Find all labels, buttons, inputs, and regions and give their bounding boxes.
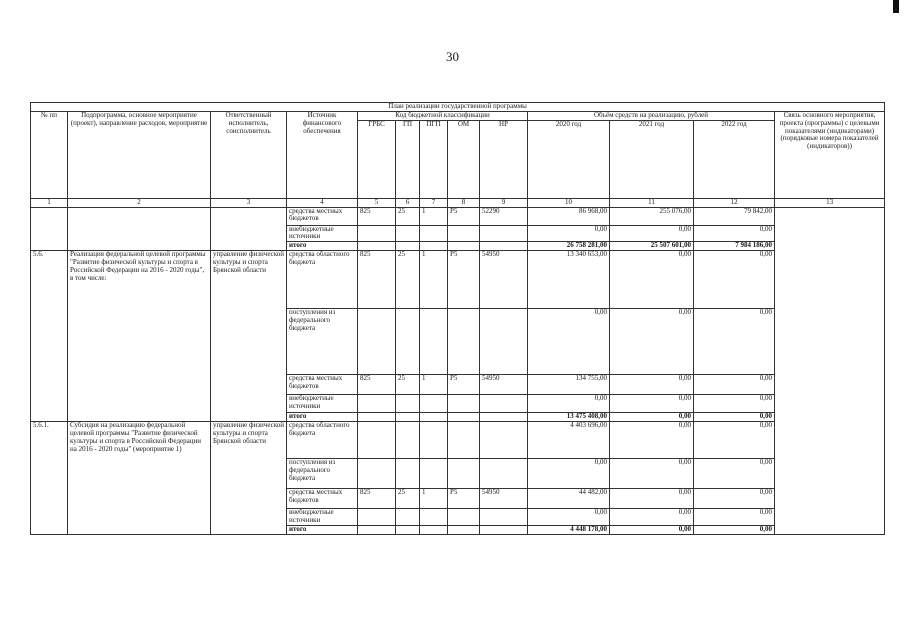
pgp-cell: 1: [420, 207, 448, 225]
amount-2021-cell: 0,00: [610, 509, 694, 526]
amount-2020-cell: 0,00: [528, 509, 610, 526]
om-cell: [448, 395, 480, 413]
pgp-cell: [420, 309, 448, 375]
amount-2022-cell: 79 842,00: [694, 207, 775, 225]
np-cell: [480, 395, 528, 413]
om-cell: [448, 422, 480, 459]
grbs-cell: 825: [358, 207, 396, 225]
gp-cell: [396, 395, 420, 413]
column-number: 13: [775, 198, 885, 207]
np-cell: [480, 509, 528, 526]
amount-2020-cell: 0,00: [528, 225, 610, 242]
grbs-cell: [358, 413, 396, 422]
page-number: 30: [446, 49, 459, 64]
column-number: 1: [31, 198, 68, 207]
amount-2021-cell: 0,00: [610, 251, 694, 309]
column-number: 3: [211, 198, 287, 207]
amount-2022-cell: 0,00: [694, 251, 775, 309]
pgp-cell: [420, 526, 448, 535]
source-cell: поступления из федерального бюджета: [287, 459, 358, 489]
grbs-cell: 825: [358, 251, 396, 309]
plan-table-body: [31, 207, 885, 534]
amount-2020-cell: 134 755,00: [528, 375, 610, 395]
om-cell: [448, 509, 480, 526]
column-number: 4: [287, 198, 358, 207]
source-cell: средства местных бюджетов: [287, 207, 358, 225]
table-row: [31, 207, 885, 225]
executor-cell: управление физической культуры и спорта Брянской области: [211, 251, 287, 422]
np-cell: [480, 242, 528, 251]
amount-2022-cell: 0,00: [694, 395, 775, 413]
link-cell: [775, 207, 885, 534]
header-2022: 2022 год: [694, 120, 775, 198]
amount-2021-cell: 255 076,00: [610, 207, 694, 225]
amount-2022-cell: 0,00: [694, 309, 775, 375]
om-cell: P5: [448, 251, 480, 309]
om-cell: [448, 413, 480, 422]
grbs-cell: 825: [358, 489, 396, 509]
item-name-cell: Реализация федеральной целевой программы "Развитие физической культуры и спорта в Российской Федерации на 2016 - 2020 годы", в том числе:: [68, 251, 211, 422]
np-cell: [480, 526, 528, 535]
pgp-cell: [420, 413, 448, 422]
table-caption: План реализации государственной программы: [31, 103, 885, 112]
gp-cell: [396, 509, 420, 526]
header-2020: 2020 год: [528, 120, 610, 198]
amount-2020-cell: 4 448 178,00: [528, 526, 610, 535]
gp-cell: [396, 242, 420, 251]
np-cell: [480, 225, 528, 242]
amount-2021-cell: 0,00: [610, 413, 694, 422]
np-cell: [480, 413, 528, 422]
pgp-cell: [420, 422, 448, 459]
pgp-cell: 1: [420, 251, 448, 309]
column-number: 12: [694, 198, 775, 207]
plan-table: [30, 102, 885, 535]
item-number-cell: 5.6.1.: [31, 422, 68, 535]
np-cell: [480, 459, 528, 489]
amount-2021-cell: 0,00: [610, 526, 694, 535]
source-cell: итого: [287, 413, 358, 422]
header-subprogram: Подпрограмма, основное мероприятие (проект), направление расходов, мероприятие: [68, 112, 211, 199]
header-budget-code: Код бюджетной классификации: [358, 112, 528, 121]
source-cell: итого: [287, 242, 358, 251]
pgp-cell: [420, 509, 448, 526]
grbs-cell: 825: [358, 375, 396, 395]
pgp-cell: 1: [420, 489, 448, 509]
amount-2021-cell: 0,00: [610, 309, 694, 375]
grbs-cell: [358, 395, 396, 413]
amount-2022-cell: 0,00: [694, 489, 775, 509]
grbs-cell: [358, 459, 396, 489]
grbs-cell: [358, 309, 396, 375]
item-number-cell: 5.6.: [31, 251, 68, 422]
gp-cell: [396, 413, 420, 422]
gp-cell: [396, 225, 420, 242]
table-row: [31, 422, 885, 459]
column-number: 11: [610, 198, 694, 207]
header-om: ОМ: [448, 120, 480, 198]
amount-2022-cell: 0,00: [694, 526, 775, 535]
header-no: № пп: [31, 112, 68, 199]
gp-cell: 25: [396, 489, 420, 509]
np-cell: 54950: [480, 375, 528, 395]
pgp-cell: 1: [420, 375, 448, 395]
source-cell: внебюджетные источники: [287, 509, 358, 526]
header-link: Связь основного мероприятия, проекта (программы) с целевыми показателями (индикаторами) (порядковые номера показателей (индикаторов)): [775, 112, 885, 199]
np-cell: 54950: [480, 251, 528, 309]
grbs-cell: [358, 422, 396, 459]
pgp-cell: [420, 242, 448, 251]
pgp-cell: [420, 459, 448, 489]
amount-2022-cell: 0,00: [694, 422, 775, 459]
header-2021: 2021 год: [610, 120, 694, 198]
amount-2021-cell: 0,00: [610, 375, 694, 395]
column-number: 5: [358, 198, 396, 207]
amount-2020-cell: 4 403 696,00: [528, 422, 610, 459]
amount-2022-cell: 0,00: [694, 225, 775, 242]
source-cell: средства местных бюджетов: [287, 375, 358, 395]
header-grbs: ГРБС: [358, 120, 396, 198]
grbs-cell: [358, 242, 396, 251]
amount-2021-cell: 0,00: [610, 422, 694, 459]
table-row: [31, 251, 885, 309]
om-cell: P5: [448, 207, 480, 225]
amount-2021-cell: 25 507 601,00: [610, 242, 694, 251]
column-number: 8: [448, 198, 480, 207]
executor-cell: управление физической культуры и спорта Брянской области: [211, 422, 287, 535]
column-number: 9: [480, 198, 528, 207]
header-source: Источник финансового обеспечения: [287, 112, 358, 199]
amount-2022-cell: 0,00: [694, 413, 775, 422]
gp-cell: 25: [396, 251, 420, 309]
header-amount: Объём средств на реализацию, рублей: [528, 112, 775, 121]
source-cell: средства областного бюджета: [287, 422, 358, 459]
grbs-cell: [358, 509, 396, 526]
amount-2020-cell: 13 475 408,00: [528, 413, 610, 422]
scan-edge-mark: [893, 0, 899, 13]
np-cell: [480, 309, 528, 375]
column-numbers-row: [31, 198, 885, 207]
amount-2022-cell: 0,00: [694, 375, 775, 395]
grbs-cell: [358, 225, 396, 242]
item-name-cell: Субсидия на реализацию федеральной целевой программы "Развитие физической культуры и спорта в Российской Федерации на 2016 - 2020 годы" (мероприятие 1): [68, 422, 211, 535]
item-number-cell: [31, 207, 68, 250]
amount-2022-cell: 7 984 186,00: [694, 242, 775, 251]
om-cell: [448, 526, 480, 535]
pgp-cell: [420, 395, 448, 413]
gp-cell: 25: [396, 375, 420, 395]
header-pgp: ПГП: [420, 120, 448, 198]
amount-2020-cell: 0,00: [528, 309, 610, 375]
om-cell: P5: [448, 375, 480, 395]
amount-2021-cell: 0,00: [610, 395, 694, 413]
source-cell: средства местных бюджетов: [287, 489, 358, 509]
om-cell: [448, 309, 480, 375]
amount-2022-cell: 0,00: [694, 509, 775, 526]
item-name-cell: [68, 207, 211, 250]
np-cell: [480, 422, 528, 459]
source-cell: внебюджетные источники: [287, 395, 358, 413]
np-cell: 54950: [480, 489, 528, 509]
header-executor: Ответственный исполнитель, соисполнитель: [211, 112, 287, 199]
gp-cell: [396, 422, 420, 459]
amount-2020-cell: 0,00: [528, 395, 610, 413]
amount-2020-cell: 26 758 281,00: [528, 242, 610, 251]
np-cell: 52290: [480, 207, 528, 225]
column-number: 7: [420, 198, 448, 207]
source-cell: поступления из федерального бюджета: [287, 309, 358, 375]
gp-cell: 25: [396, 207, 420, 225]
amount-2021-cell: 0,00: [610, 225, 694, 242]
source-cell: итого: [287, 526, 358, 535]
amount-2020-cell: 86 968,00: [528, 207, 610, 225]
executor-cell: [211, 207, 287, 250]
column-number: 10: [528, 198, 610, 207]
column-number: 2: [68, 198, 211, 207]
grbs-cell: [358, 526, 396, 535]
gp-cell: [396, 309, 420, 375]
source-cell: средства областного бюджета: [287, 251, 358, 309]
gp-cell: [396, 459, 420, 489]
pgp-cell: [420, 225, 448, 242]
gp-cell: [396, 526, 420, 535]
amount-2020-cell: 0,00: [528, 459, 610, 489]
amount-2020-cell: 44 482,00: [528, 489, 610, 509]
amount-2020-cell: 13 340 653,00: [528, 251, 610, 309]
header-gp: ГП: [396, 120, 420, 198]
om-cell: [448, 225, 480, 242]
source-cell: внебюджетные источники: [287, 225, 358, 242]
om-cell: [448, 459, 480, 489]
amount-2021-cell: 0,00: [610, 459, 694, 489]
header-np: НР: [480, 120, 528, 198]
amount-2021-cell: 0,00: [610, 489, 694, 509]
om-cell: P5: [448, 489, 480, 509]
om-cell: [448, 242, 480, 251]
amount-2022-cell: 0,00: [694, 459, 775, 489]
column-number: 6: [396, 198, 420, 207]
